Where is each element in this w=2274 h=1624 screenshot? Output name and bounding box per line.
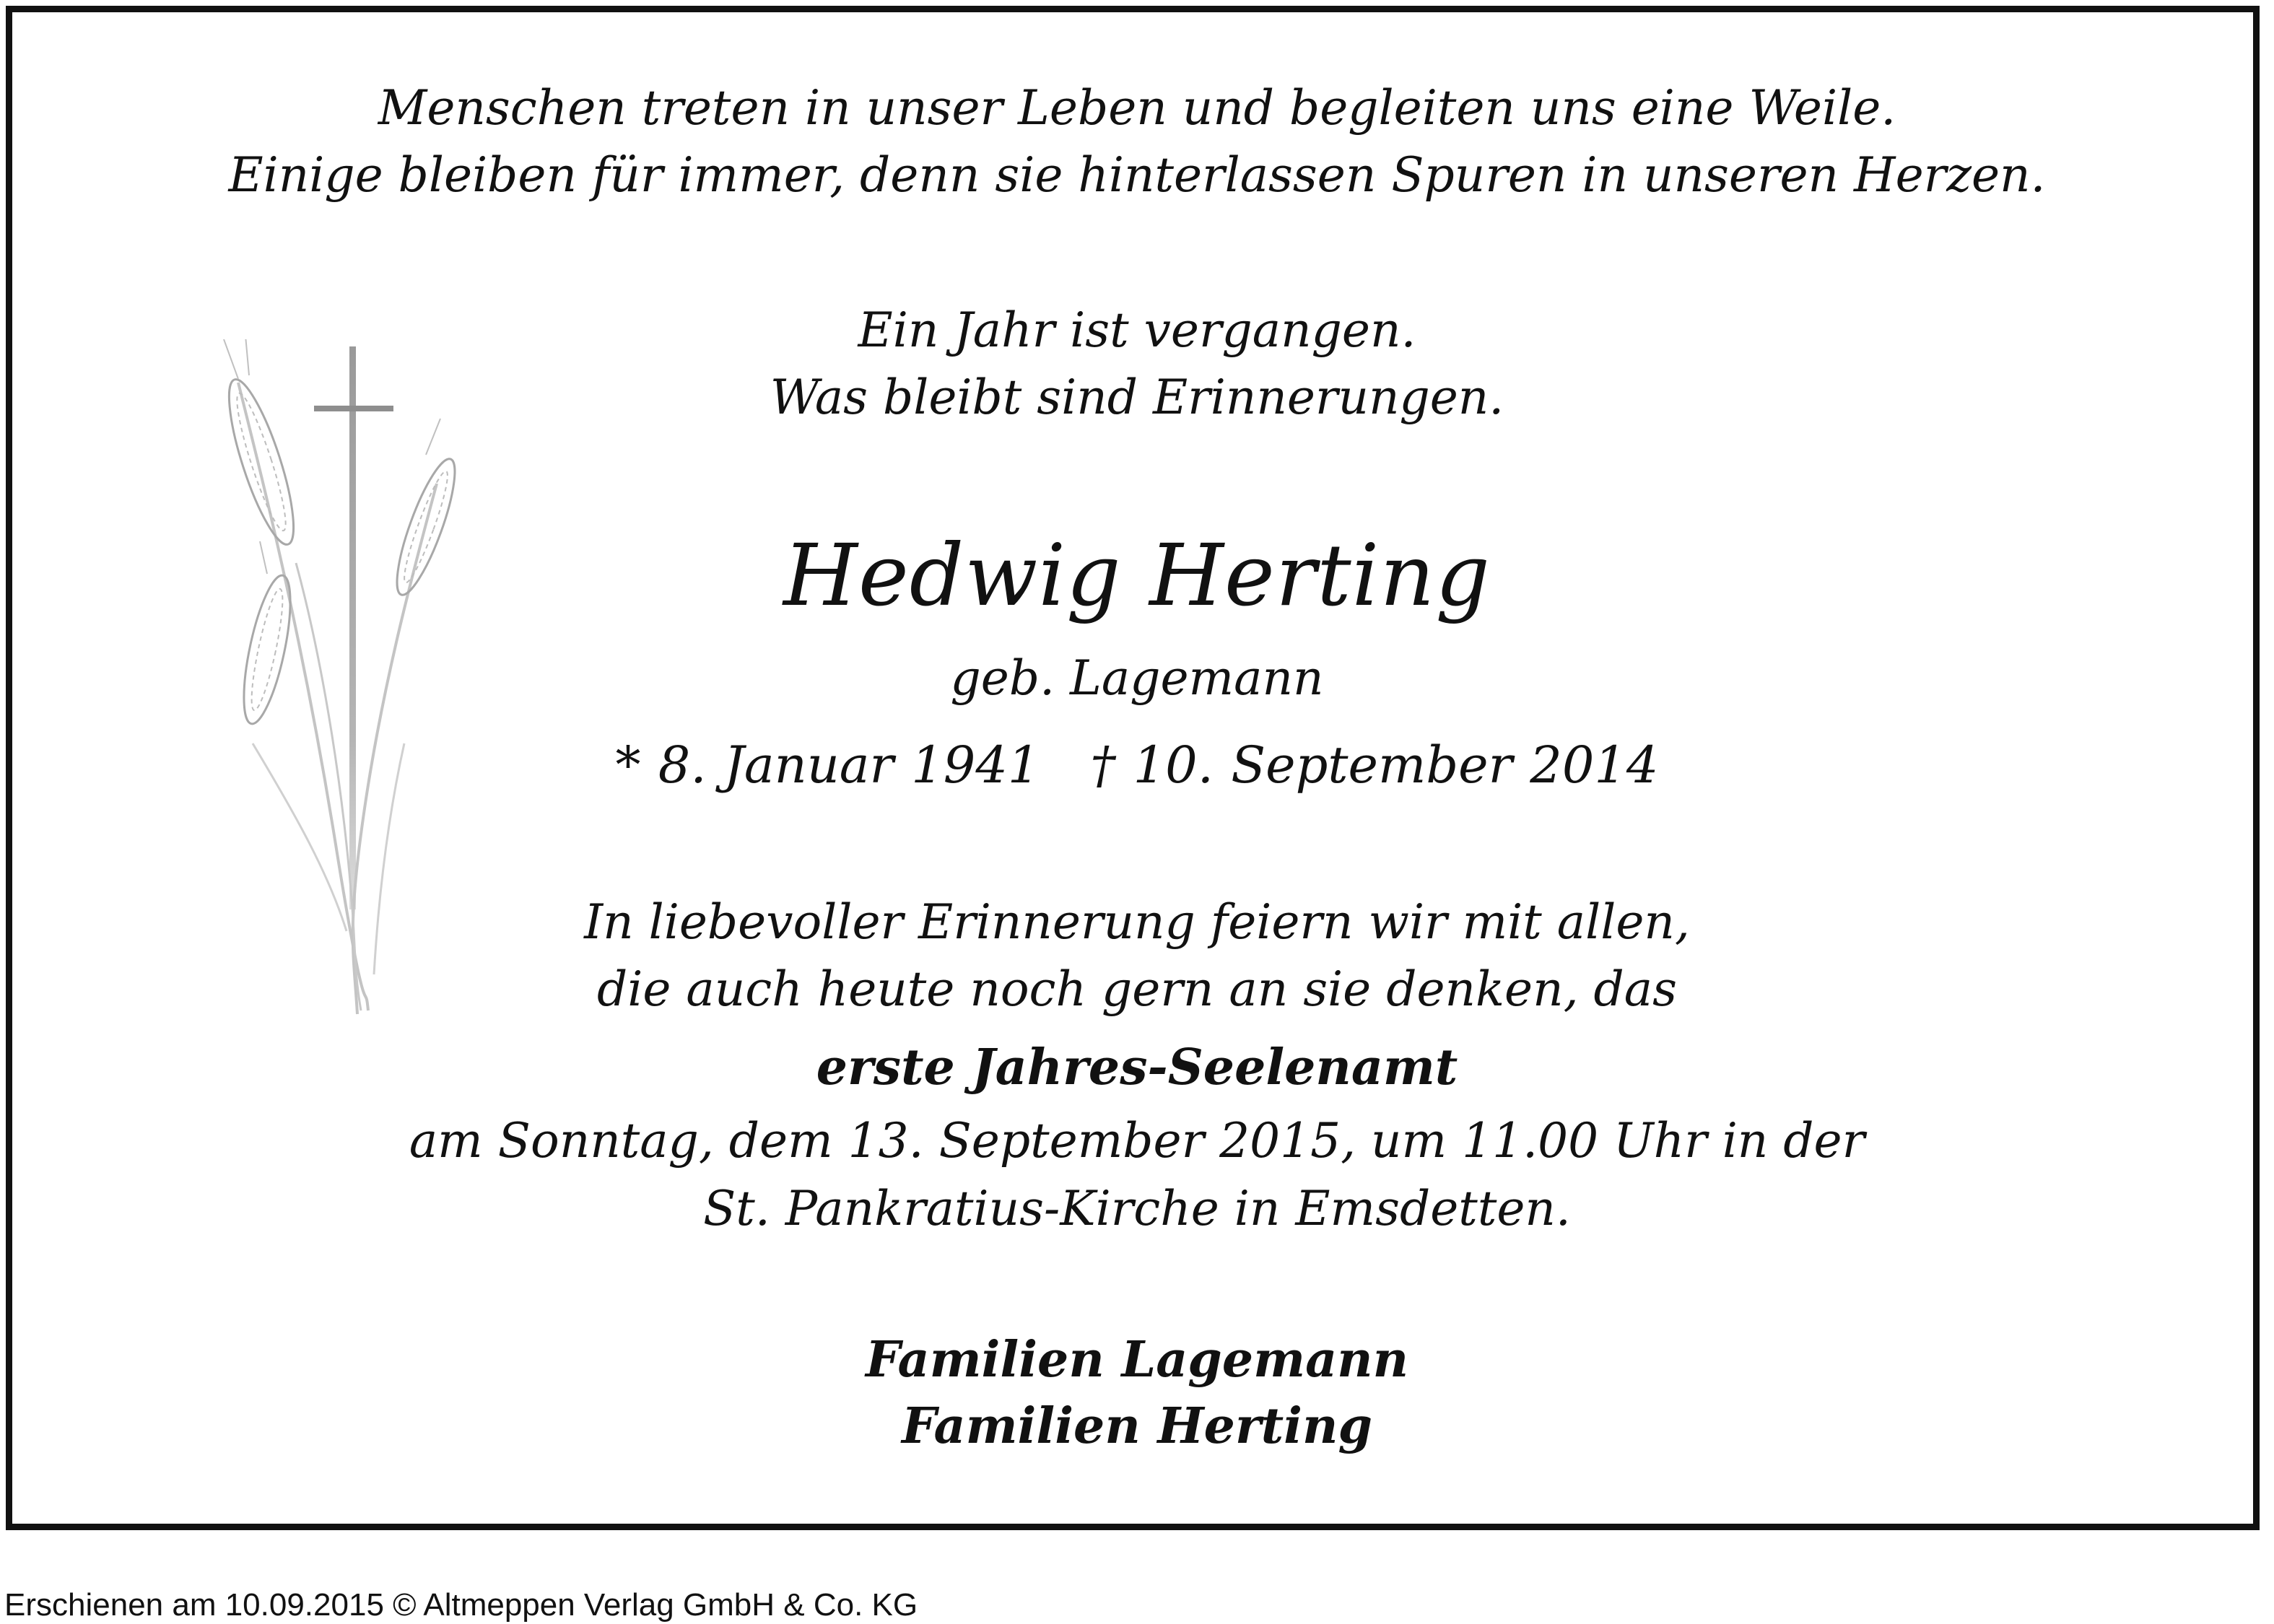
- signature-line-2: Familien Herting: [901, 1397, 1372, 1455]
- mass-line-1: am Sonntag, dem 13. September 2015, um 11.00 Uhr in der: [409, 1113, 1865, 1169]
- verse-line-2: Was bleibt sind Erinnerungen.: [770, 370, 1504, 425]
- birth-date: * 8. Januar 1941: [615, 735, 1040, 795]
- mass-title: erste Jahres-Seelenamt: [816, 1039, 1458, 1096]
- death-date: † 10. September 2014: [1090, 735, 1659, 795]
- mass-line-2: St. Pankratius-Kirche in Emsdetten.: [703, 1181, 1571, 1236]
- cross-with-wheat-icon: [209, 339, 469, 1018]
- publication-footer: Erschienen am 10.09.2015 © Altmeppen Verlag GmbH & Co. KG: [4, 1587, 918, 1623]
- deceased-name: Hedwig Herting: [783, 525, 1491, 625]
- invite-line-1: In liebevoller Erinnerung feiern wir mit allen,: [584, 894, 1690, 950]
- signature-line-1: Familien Lagemann: [865, 1331, 1409, 1389]
- quote-line-1: Menschen treten in unser Leben und begleiten uns eine Weile.: [378, 80, 1896, 136]
- verse-line-1: Ein Jahr ist vergangen.: [858, 302, 1416, 358]
- maiden-name: geb. Lagemann: [950, 650, 1324, 706]
- invite-line-2: die auch heute noch gern an sie denken, das: [596, 961, 1678, 1017]
- quote-line-2: Einige bleiben für immer, denn sie hinterlassen Spuren in unseren Herzen.: [228, 147, 2046, 203]
